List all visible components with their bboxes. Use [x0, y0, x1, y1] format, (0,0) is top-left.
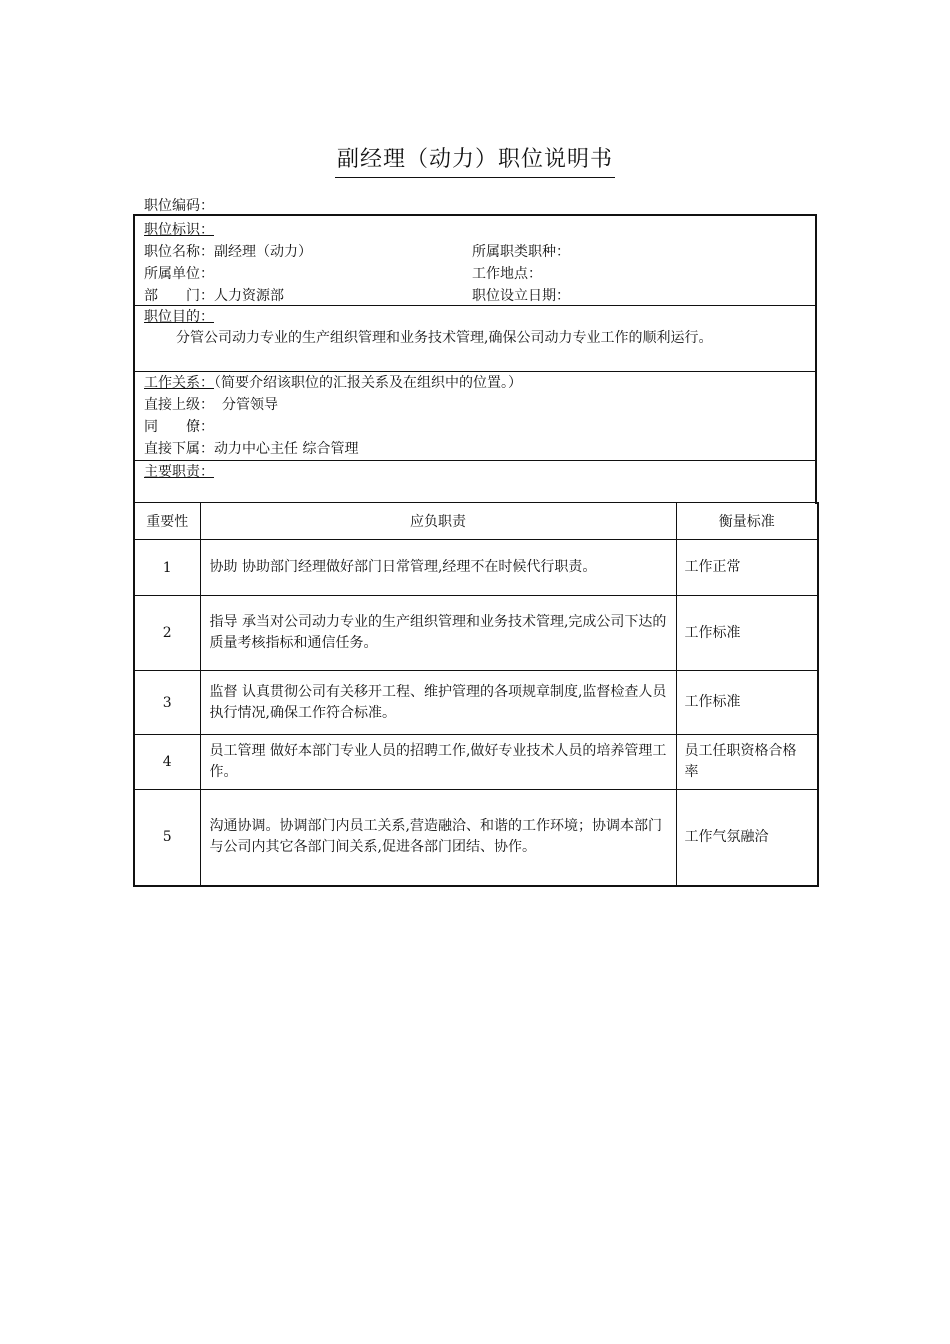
identification-section [135, 219, 815, 306]
standard-cell: 工作气氛融洽 [676, 790, 818, 886]
duty-cell: 协助 协助部门经理做好部门日常管理,经理不在时候代行职责。 [200, 540, 676, 596]
table-row [134, 735, 818, 790]
relations-note: （简要介绍该职位的汇报关系及在组织中的位置。） [214, 375, 522, 391]
superior-label: 直接上级： [144, 397, 214, 413]
document-title-text: 副经理（动力）职位说明书 [335, 142, 615, 178]
peer-label: 同 僚： [144, 419, 214, 435]
duty-table-header [134, 503, 818, 540]
table-row [134, 790, 818, 886]
identification-heading: 职位标识： [144, 222, 214, 238]
unit-label: 所属单位： [144, 266, 214, 282]
established-date-label: 职位设立日期： [472, 288, 570, 304]
duties-heading: 主要职责： [144, 464, 214, 480]
col-duty: 应负职责 [200, 503, 676, 540]
importance-cell: 5 [134, 790, 200, 886]
importance-cell: 3 [134, 671, 200, 735]
relations-heading: 工作关系： [144, 375, 214, 391]
duty-cell: 监督 认真贯彻公司有关移开工程、维护管理的各项规章制度,监督检查人员执行情况,确保工作符合标准。 [200, 671, 676, 735]
position-code-label: 职位编码： [144, 198, 214, 214]
document-title [0, 142, 950, 178]
importance-cell: 2 [134, 596, 200, 671]
department-value: 人力资源部 [214, 288, 284, 304]
duty-cell: 员工管理 做好本部门专业人员的招聘工作,做好专业技术人员的培养管理工作。 [200, 735, 676, 790]
position-name-value: 副经理（动力） [214, 244, 312, 260]
table-row [134, 540, 818, 596]
subordinate-value: 动力中心主任 综合管理 [214, 441, 359, 457]
duty-table [133, 502, 819, 887]
col-importance: 重要性 [134, 503, 200, 540]
standard-cell: 工作标准 [676, 671, 818, 735]
work-location-label: 工作地点： [472, 266, 542, 282]
table-row [134, 671, 818, 735]
superior-value: 分管领导 [222, 397, 278, 413]
standard-cell: 工作正常 [676, 540, 818, 596]
duties-section [135, 461, 815, 504]
purpose-heading: 职位目的： [144, 309, 214, 325]
standard-cell: 员工任职资格合格率 [676, 735, 818, 790]
duty-cell: 沟通协调。协调部门内员工关系,营造融洽、和谐的工作环境；协调本部门与公司内其它各部门间关系,促进各部门团结、协作。 [200, 790, 676, 886]
department-label: 部 门： [144, 288, 214, 304]
purpose-text: 分管公司动力专业的生产组织管理和业务技术管理,确保公司动力专业工作的顺利运行。 [176, 330, 713, 346]
importance-cell: 4 [134, 735, 200, 790]
purpose-section [135, 306, 815, 372]
importance-cell: 1 [134, 540, 200, 596]
info-box [133, 214, 817, 504]
duty-cell: 指导 承当对公司动力专业的生产组织管理和业务技术管理,完成公司下达的质量考核指标和通信任务。 [200, 596, 676, 671]
position-name-label: 职位名称： [144, 244, 214, 260]
table-row [134, 596, 818, 671]
relations-section [135, 372, 815, 461]
standard-cell: 工作标准 [676, 596, 818, 671]
col-standard: 衡量标准 [676, 503, 818, 540]
subordinate-label: 直接下属： [144, 441, 214, 457]
job-category-label: 所属职类职种： [472, 244, 570, 260]
